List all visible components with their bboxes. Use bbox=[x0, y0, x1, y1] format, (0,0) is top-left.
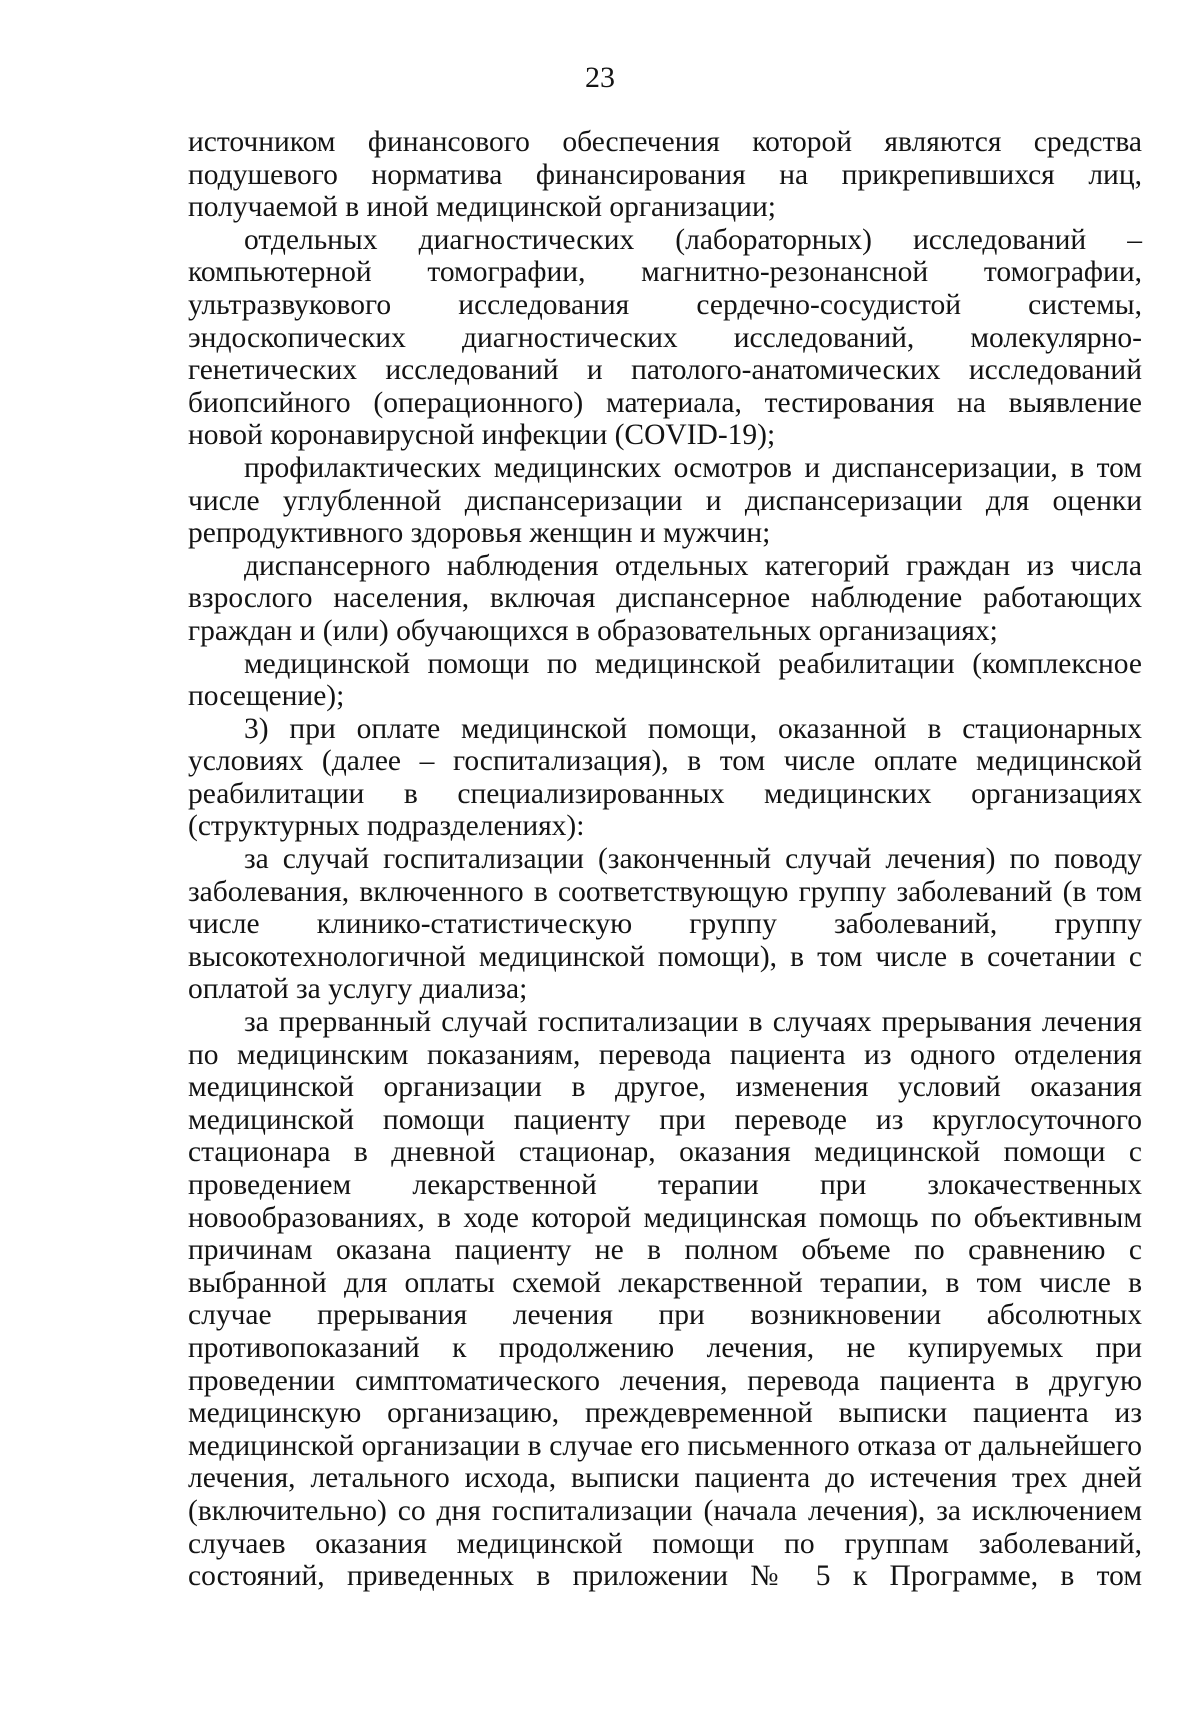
paragraph-interrupted-hospitalization: за прерванный случай госпитализации в случаях прерывания лечения по медицинским показаниям, перевода пациента из одного отделения медицинской организации в другое, изменения условий оказания медицинской помощи пациенту при переводе из круглосуточного стационара в дневной стационар, оказания медицинской помощи с проведением лекарственной терапии при злокачественных новообразованиях, в ходе которой медицинская помощь по объективным причинам оказана пациенту не в полном объеме по сравнению с выбранной для оплаты схемой лекарственной терапии, в том числе в случае прерывания лечения при возникновении абсолютных противопоказаний к продолжению лечения, не купируемых при проведении симптоматического лечения, перевода пациента в другую медицинскую организацию, преждевременной выписки пациента из медицинской организации в случае его письменного отказа от дальнейшего лечения, летального исхода, выписки пациента до истечения трех дней (включительно) со дня госпитализации (начала лечения), за исключением случаев оказания медицинской помощи по группам заболеваний, состояний, приведенных в приложении № 5 к Программе, в том bbox=[188, 1006, 1142, 1593]
paragraph-diagnostic-studies: отдельных диагностических (лабораторных) исследований – компьютерной томографии, магнитно-резонансной томографии, ультразвукового исследования сердечно-сосудистой системы, эндоскопических диагностических исследований, молекулярно-генетических исследований и патолого-анатомических исследований биопсийного (операционного) материала, тестирования на выявление новой коронавирусной инфекции (COVID-19); bbox=[188, 223, 1142, 452]
paragraph-hospitalization-case: за случай госпитализации (законченный случай лечения) по поводу заболевания, включенного в соответствующую группу заболеваний (в том числе клинико-статистическую группу заболеваний, группу высокотехнологичной медицинской помощи), в том числе в сочетании с оплатой за услугу диализа; bbox=[188, 843, 1142, 1006]
paragraph-funding-source: источником финансового обеспечения которой являются средства подушевого норматива финансирования на прикрепившихся лиц, получаемой в иной медицинской организации; bbox=[188, 126, 1142, 224]
page-number: 23 bbox=[585, 61, 615, 94]
document-body bbox=[188, 126, 1142, 1593]
paragraph-preventive-examinations: профилактических медицинских осмотров и диспансеризации, в том числе углубленной диспансеризации и диспансеризации для оценки репродуктивного здоровья женщин и мужчин; bbox=[188, 451, 1142, 550]
paragraph-medical-rehabilitation: медицинской помощи по медицинской реабилитации (комплексное посещение); bbox=[188, 647, 1142, 713]
paragraph-inpatient-payment: 3) при оплате медицинской помощи, оказанной в стационарных условиях (далее – госпитализация), в том числе оплате медицинской реабилитации в специализированных медицинских организациях (структурных подразделениях): bbox=[188, 712, 1142, 843]
paragraph-dispensary-observation: диспансерного наблюдения отдельных категорий граждан из числа взрослого населения, включая диспансерное наблюдение работающих граждан и (или) обучающихся в образовательных организациях; bbox=[188, 549, 1142, 647]
